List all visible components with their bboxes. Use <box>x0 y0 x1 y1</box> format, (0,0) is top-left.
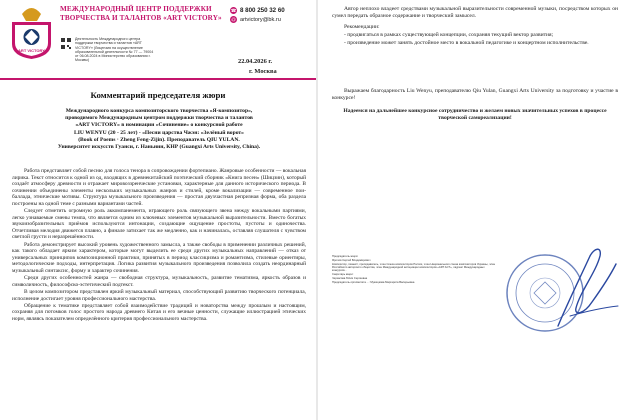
svg-text:ART VICTORY: ART VICTORY <box>18 48 45 53</box>
license-note <box>60 37 228 63</box>
wish-paragraph: Надеемся на дальнейшее конкурсное сотрудничество и желаем новых значительных успехов в процессе творческой самореализации! <box>343 108 607 121</box>
email-icon: @ <box>231 17 236 22</box>
phone-icon: ☎ <box>230 7 237 13</box>
document-title: Комментарий председателя жюри <box>90 90 226 100</box>
body-paragraph: Следует отметить огромную роль аккомпанемента, играющего роль связующего звена между вокальными партиями, легко узнаваемые смены темпа, что является одним из ключевых элементов музыкальной выразительности. Вместо богатых звукоизобразительных приёмов используются интонации, создающие ощущение простоты, пустоты и одиночества. Отчетливая мелодия движется плавно, а финале затихает так же медленно, как и начиналась, оставляя слушателя с чувством светлой грусти и неразрешённости. <box>12 208 306 241</box>
document-page-left <box>0 0 316 420</box>
intro-line: Университет искусств Гуанси, г. Наньнин, КНР (Guangxi Arts University, China). <box>57 144 261 151</box>
fine-print-line: Композитор, пианист, преподаватель, член Союза композиторов России, член Национального союза композиторов Украины, член Российского авторского общества, член Международной ассоциации композиторов «ART ACT», лауреат Международных конкурсов... <box>332 262 496 273</box>
body-paragraph: Обращение к тематике представляет собой взаимодействие традиций и новаторства между прошлым и настоящим, сохраняя для потомков голос простого народа древнего Китая и его вечные ценности, служащие иллюстрацией этических норм, являясь показателем определённого критерия профессионального мастерства. <box>12 302 306 323</box>
thanks-block <box>332 88 618 128</box>
intro-line: «ART VICTORY» в номинации «Сочинение» о конкурсной работе <box>75 122 243 129</box>
thanks-paragraph: Выражаем благодарность Liu Wenyu, преподавателю Qiu Yulan, Guangxi Arts University за подготовку и участие в конкурсе! <box>332 88 618 101</box>
phone-number: 8 800 250 32 60 <box>240 7 285 14</box>
document-body <box>12 168 306 323</box>
handwritten-signature <box>550 242 624 334</box>
license-text: Деятельность Международного центра поддержки творчества и талантов «ART VICTORY» (Лицензия на осуществление образовательной деятельности № 77 — 79004 от 06.08.2024 в Министерство образования г. Москвы) <box>75 37 154 63</box>
body-paragraph: Автор неплохо владеет средствами музыкальной выразительности современной музыки, посредством которых он сумел передать образное содержание и творческий замысел. <box>332 6 618 19</box>
intro-line: LIU WENYU (20 - 25 лет) - «Песни царства Чжэн: «Зелёный ворот» <box>74 129 244 136</box>
org-title-line-2: ТВОРЧЕСТВА И ТАЛАНТОВ «ART VICTORY» <box>60 13 222 22</box>
email-address: artvictory@bk.ru <box>240 16 281 23</box>
recommendation-item: - произведение может занять достойное место в вокальной педагогике и концертном исполнительстве. <box>344 40 589 46</box>
recommendations-heading: Рекомендации: <box>344 24 380 30</box>
document-page-right <box>318 0 633 420</box>
fine-print-line: Черкасова Юлия Сергеевна <box>332 277 368 281</box>
contacts-block <box>230 6 314 24</box>
intro-line: проводимого Международным центром поддержки творчества и талантов <box>65 115 253 122</box>
fine-print-line: Председатель оргкомитета ...: Мужицкова Маргарита Валерьевна <box>332 280 415 284</box>
fine-print-line: Председатель жюри: <box>332 255 359 258</box>
body-paragraph: Работа демонстрирует высокий уровень художественного замысла, а также свободы в применении различных решений, как такого обладает ярким характером, которые могут выделить ее среди других музыкальных направлений — отказ от универсальных принципов композиционной практики, принятых в период классицизма и романтизма, стилевые ориентиры, методологические подходы, интерпретация. Логика развития музыкального произведения позволила создать неординарный музыкальный синтаксис, форму и характер сочинения. <box>12 241 306 274</box>
fine-print-line: Фролов Сергей Владимирович <box>332 258 371 262</box>
intro-line: (Book of Poems · Zheng Feng-Zijin). Преподаватель QIU YULAN. <box>78 136 240 143</box>
fine-print-line: Секретарь жюри: <box>332 273 354 277</box>
qr-code-icon <box>60 37 72 51</box>
body-paragraph: Работа представляет собой песню для голоса тенора в сопровождении фортепиано. Жанровые особенности — вокальная лирика. Текст относится к одной из од, входящих в древнекитайский поэтический сборник «Книга песен» (Шицзин), который создаёт атмосферу древности и отражает мировоззренческие установки, характерные для данного исторического периода. В сочинении объединены элементы нескольких музыкальных жанров и стилей, кроме вокализации — современное пои-баллада, этнические мотивы. Структура музыкального произведения — простая двухчастная репризная форма, оба раздела построены на одной теме с разными вариантами частей. <box>12 168 306 207</box>
header-divider <box>0 78 316 80</box>
org-title-line-1: МЕЖДУНАРОДНЫЙ ЦЕНТР ПОДДЕРЖКИ <box>60 5 212 13</box>
intro-line: Международного конкурса композиторского творчества «Я-композитор», <box>65 108 253 114</box>
document-intro <box>14 108 304 151</box>
document-city: г. Москва <box>249 68 277 75</box>
document-date: 22.04.2026 г. <box>238 58 273 65</box>
organization-title <box>60 5 228 22</box>
body-paragraph: В целом композитором представлен яркий музыкальный материал, способствующий развитию творческого потенциала, исполнение достигает уровня профессионального мастерства. <box>12 289 306 302</box>
body-paragraph: Среди других особенностей жанра — свободная структура, музыкальность, развитие тематизма, яркость образов и символичность, философско-эстетический подтекст. <box>12 275 306 288</box>
jury-signatories <box>332 255 500 285</box>
recommendation-item: - продвигаться в рамках существующей концепции, сохраняя текущий вектор развития; <box>344 32 554 38</box>
right-page-text <box>332 6 618 48</box>
art-victory-logo <box>8 4 55 60</box>
